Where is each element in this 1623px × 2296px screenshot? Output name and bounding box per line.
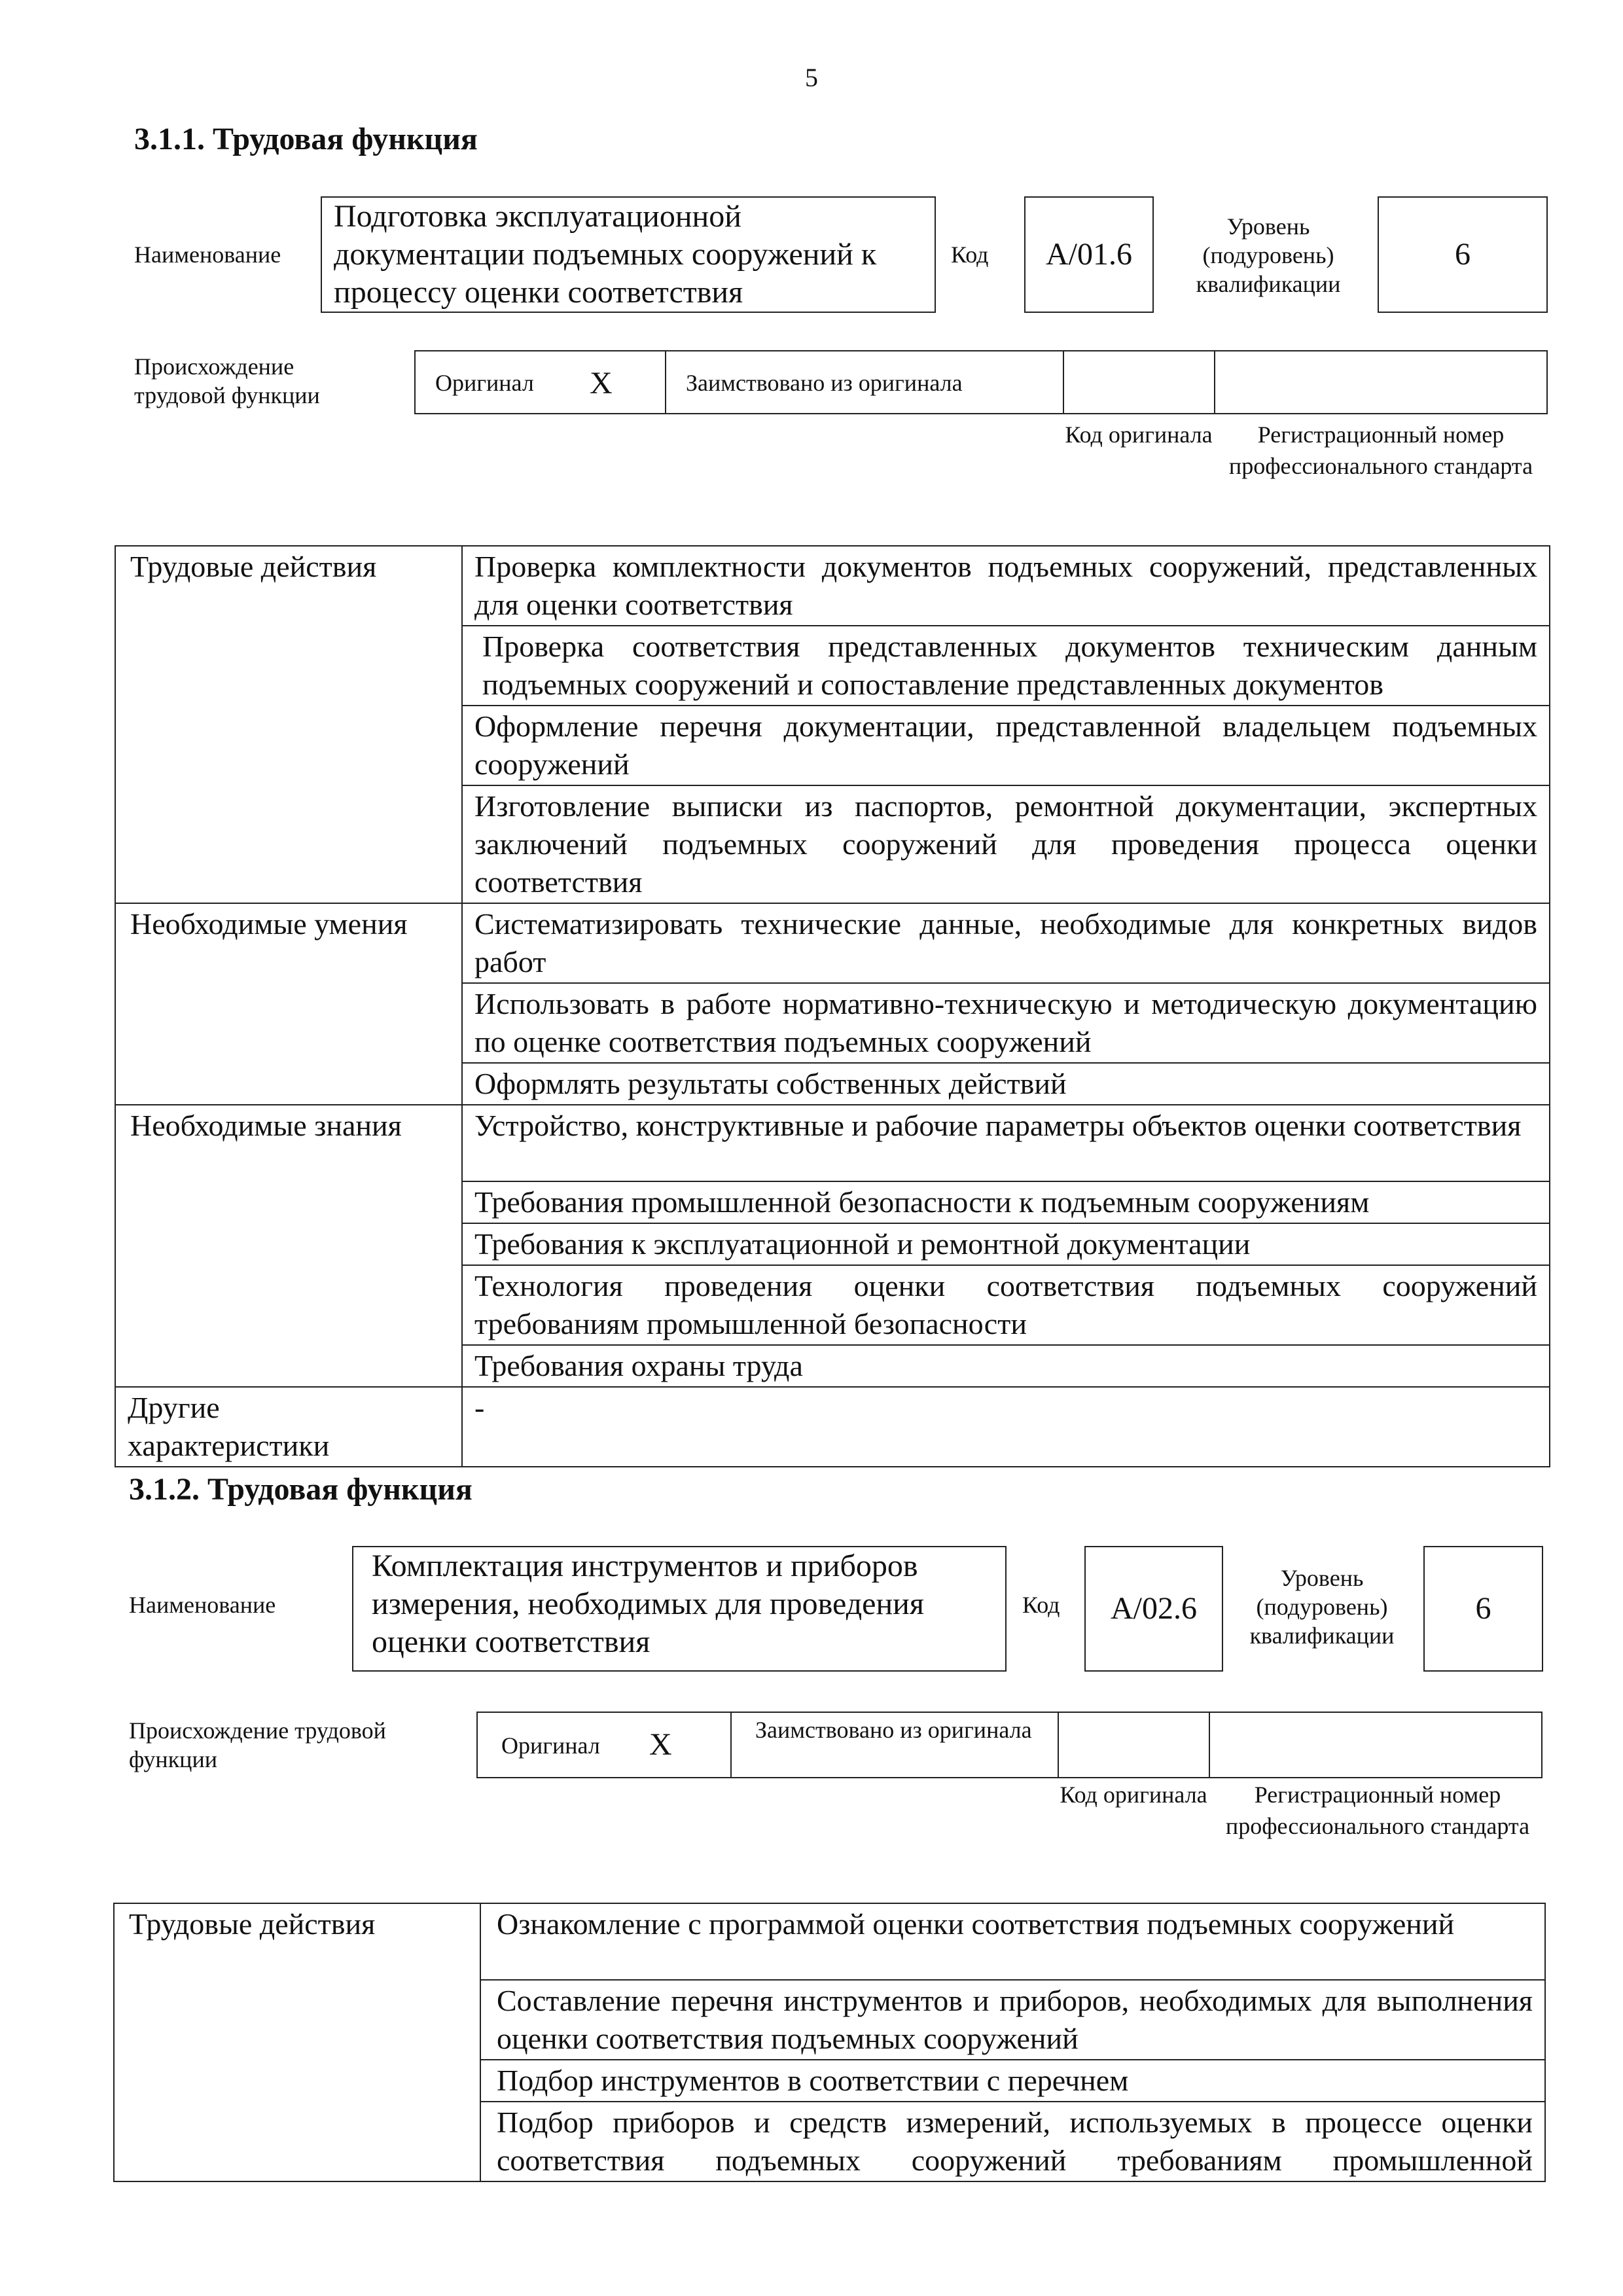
orig-code-cell bbox=[1058, 1712, 1210, 1778]
original-label: Оригинал bbox=[501, 1732, 600, 1759]
orig-code-label: Код оригинала bbox=[1065, 422, 1213, 448]
section-title: 3.1.1. Трудовая функция bbox=[134, 122, 478, 156]
level-value: 6 bbox=[1455, 237, 1471, 272]
original-mark: Х bbox=[649, 1727, 672, 1762]
origin-label: Происхождение трудовой функции bbox=[129, 1717, 386, 1772]
code-label: Код bbox=[951, 242, 989, 268]
section2-table bbox=[113, 1903, 1546, 2182]
reg-number-cell bbox=[1214, 350, 1548, 414]
section-title: 3.1.2. Трудовая функция bbox=[129, 1472, 473, 1507]
table-cell: Составление перечня инструментов и приборов, необходимых для выполнения оценки соответствия подъемных сооружений bbox=[480, 1980, 1545, 2060]
level-box bbox=[1378, 196, 1548, 313]
row-head-other: Другие характеристики bbox=[115, 1387, 462, 1467]
table-cell: Изготовление выписки из паспортов, ремонтной документации, экспертных заключений подъемных сооружений для проведения процесса оценки соответствия bbox=[462, 785, 1550, 903]
code-label: Код bbox=[1022, 1592, 1060, 1618]
orig-code-label: Код оригинала bbox=[1060, 1782, 1207, 1808]
table-cell: Подбор приборов и средств измерений, используемых в процессе оценки соответствия подъемных сооружений требованиям промышленной bbox=[480, 2102, 1545, 2181]
function-name-box bbox=[352, 1546, 1007, 1672]
level-value: 6 bbox=[1475, 1591, 1491, 1626]
original-label: Оригинал bbox=[435, 370, 534, 396]
reg-number-label: Регистрационный номер профессионального стандарта bbox=[1225, 1782, 1530, 1839]
name-label: Наименование bbox=[134, 242, 281, 268]
reg-number-label: Регистрационный номер профессионального стандарта bbox=[1228, 422, 1533, 479]
level-label: Уровень (подуровень) квалификации bbox=[1249, 1565, 1395, 1649]
code-box bbox=[1084, 1546, 1223, 1672]
row-head-skills: Необходимые умения bbox=[115, 903, 462, 1105]
origin-label: Происхождение трудовой функции bbox=[134, 353, 320, 408]
table-cell: Оформлять результаты собственных действий bbox=[462, 1063, 1550, 1105]
original-cell bbox=[476, 1712, 732, 1778]
table-cell: Проверка соответствия представленных документов техническим данным подъемных сооружений и сопоставление представленных документов bbox=[462, 626, 1550, 706]
row-head-actions: Трудовые действия bbox=[115, 546, 462, 903]
table-cell: Требования охраны труда bbox=[462, 1345, 1550, 1387]
table-cell: Устройство, конструктивные и рабочие параметры объектов оценки соответствия bbox=[462, 1105, 1550, 1181]
function-name: Подготовка эксплуатационной документации подъемных сооружений к процессу оценки соответствия bbox=[334, 199, 877, 310]
function-name-box bbox=[321, 196, 936, 313]
table-cell: Использовать в работе нормативно-техническую и методическую документацию по оценке соответствия подъемных сооружений bbox=[462, 983, 1550, 1063]
table-cell: Требования к эксплуатационной и ремонтной документации bbox=[462, 1223, 1550, 1265]
code-value: А/02.6 bbox=[1111, 1591, 1197, 1626]
table-cell: Требования промышленной безопасности к подъемным сооружениям bbox=[462, 1181, 1550, 1223]
orig-code-cell bbox=[1063, 350, 1215, 414]
table-cell: Оформление перечня документации, представленной владельцем подъемных сооружений bbox=[462, 706, 1550, 785]
name-label: Наименование bbox=[129, 1592, 276, 1618]
row-head-knowledge: Необходимые знания bbox=[115, 1105, 462, 1387]
original-cell bbox=[414, 350, 666, 414]
table-cell: - bbox=[462, 1387, 1550, 1467]
table-cell: Ознакомление с программой оценки соответствия подъемных сооружений bbox=[480, 1903, 1545, 1980]
original-mark: Х bbox=[590, 366, 613, 401]
borrowed-cell bbox=[665, 350, 1064, 414]
code-box bbox=[1024, 196, 1154, 313]
table-cell: Технология проведения оценки соответствия подъемных сооружений требованиям промышленной безопасности bbox=[462, 1265, 1550, 1345]
table-cell: Подбор инструментов в соответствии с перечнем bbox=[480, 2060, 1545, 2102]
code-value: А/01.6 bbox=[1046, 237, 1132, 272]
section1-table bbox=[115, 545, 1550, 1467]
borrowed-cell bbox=[730, 1712, 1059, 1778]
borrowed-label: Заимствовано из оригинала bbox=[755, 1717, 1032, 1743]
table-cell: Систематизировать технические данные, необходимые для конкретных видов работ bbox=[462, 903, 1550, 983]
borrowed-label: Заимствовано из оригинала bbox=[686, 370, 963, 396]
table-cell: Проверка комплектности документов подъемных сооружений, представленных для оценки соответствия bbox=[462, 546, 1550, 626]
page-number: 5 bbox=[805, 63, 818, 92]
function-name: Комплектация инструментов и приборов измерения, необходимых для проведения оценки соответствия bbox=[372, 1549, 924, 1659]
level-label: Уровень (подуровень) квалификации bbox=[1196, 213, 1341, 297]
row-head-actions: Трудовые действия bbox=[114, 1903, 480, 2181]
reg-number-cell bbox=[1209, 1712, 1543, 1778]
level-box bbox=[1423, 1546, 1543, 1672]
